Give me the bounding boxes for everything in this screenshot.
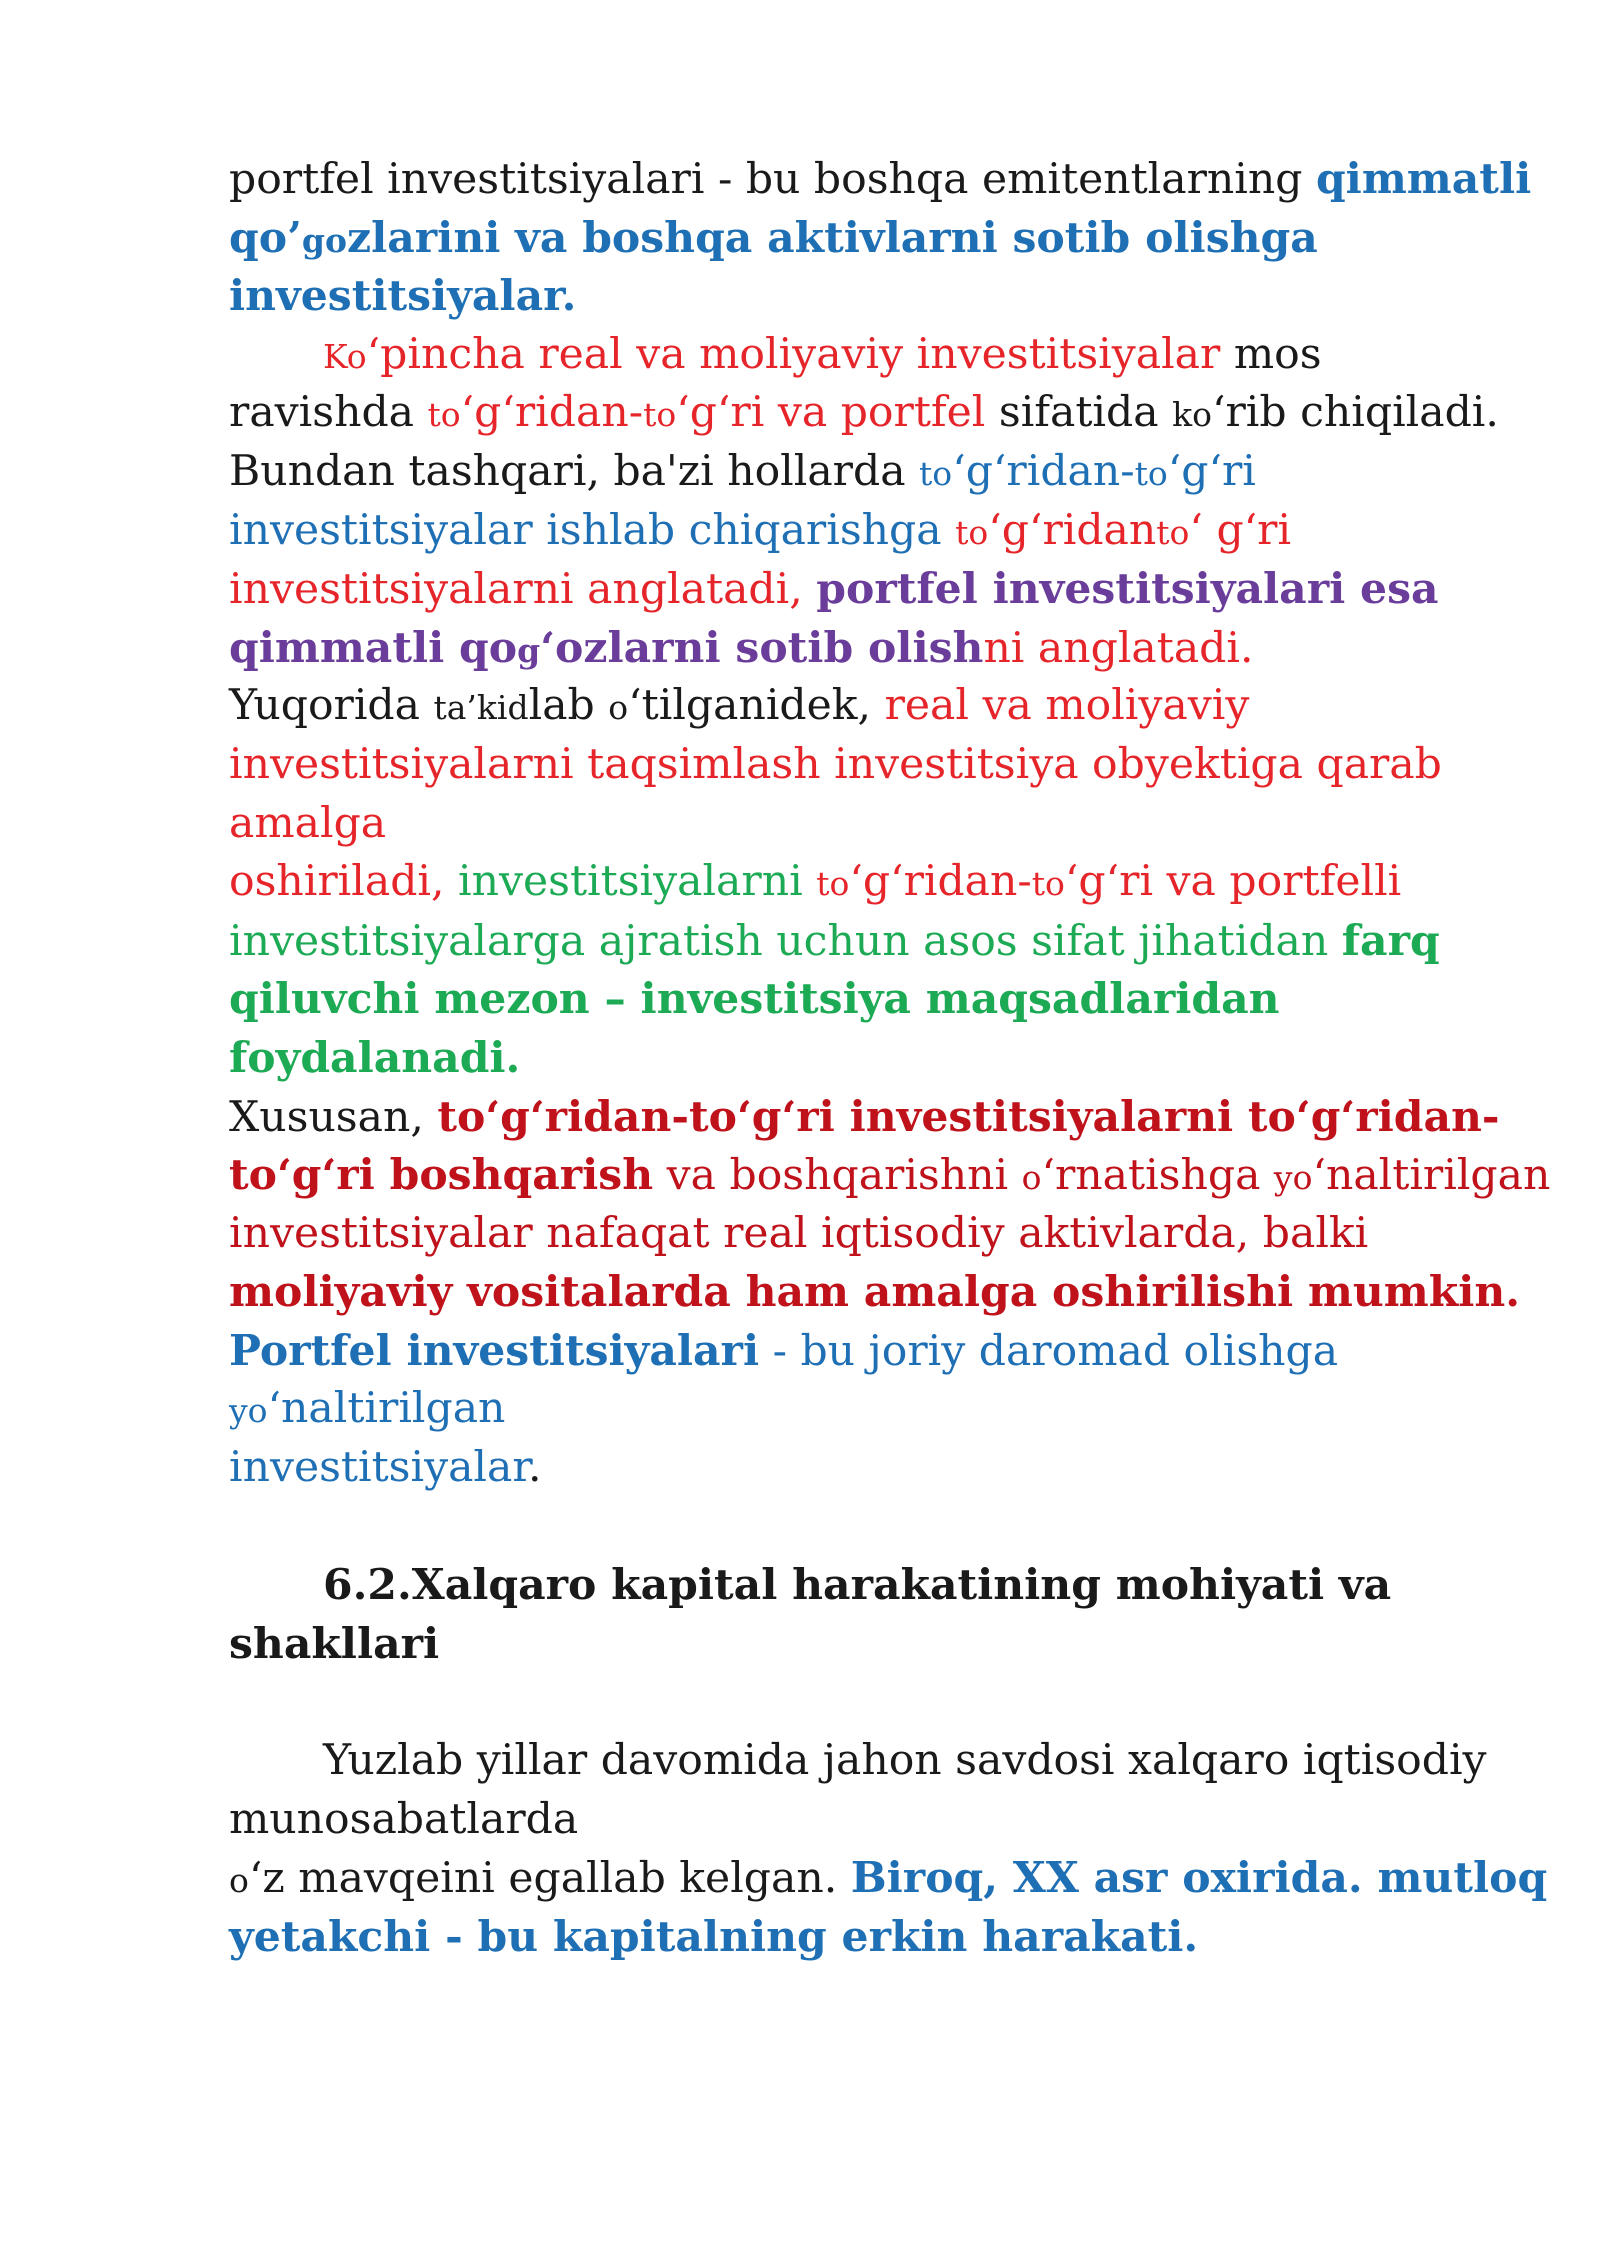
paragraph-direct-investment [229, 1088, 1551, 1322]
text-line: qo’gozlarini va boshqa aktivlarni sotib olishga [229, 212, 1318, 263]
text-line: o‘z mavqeini egallab kelgan. Biroq, XX asr oxirida. mutloq [229, 1853, 1548, 1904]
paragraph-real-and-financial [229, 326, 1529, 678]
document-page [229, 150, 1551, 1966]
text-line: investitsiyalarni anglatadi, portfel investitsiyalari esa [229, 564, 1439, 615]
text-line: Yuqorida ta’kidlab o‘tilganidek, real va moliyaviy [229, 681, 1250, 731]
text-line: qiluvchi mezon – investitsiya maqsadlaridan [229, 974, 1280, 1025]
text-line: Yuzlab yillar davomida jahon savdosi xalqaro iqtisodiy [323, 1736, 1487, 1786]
text-line: Portfel investitsiyalari - bu joriy daromad olishga [229, 1325, 1339, 1376]
paragraph-portfolio-income [229, 1322, 1529, 1498]
text-line: moliyaviy vositalarda ham amalga oshirilishi mumkin. [229, 1267, 1521, 1318]
text-line: investitsiyalar. [229, 271, 577, 322]
text-line: to‘g‘ri boshqarish va boshqarishni o‘rnatishga yo‘naltirilgan [229, 1150, 1551, 1201]
blank-line [229, 1673, 1529, 1732]
text-line: Ko‘pincha real va moliyaviy investitsiyalar mos [323, 329, 1322, 379]
text-line: qimmatli qog‘ozlarni sotib olishni anglatadi. [229, 622, 1254, 673]
text-line: investitsiyalarga ajratish uchun asos sifat jihatidan farq [229, 915, 1440, 966]
text-line: yo‘naltirilgan [229, 1384, 506, 1434]
text-line: foydalanadi. [229, 1032, 521, 1083]
text-line: munosabatlarda [229, 1794, 579, 1844]
text-line: amalga [229, 798, 387, 848]
text-line: portfel investitsiyalari - bu boshqa emitentlarning qimmatli [229, 154, 1532, 204]
section-heading [229, 1556, 1529, 1673]
text-line: investitsiyalar. [229, 1443, 542, 1493]
text-line: Bundan tashqari, ba'zi hollarda to‘g‘ridan-to‘g‘ri [229, 446, 1256, 496]
text-line: ravishda to‘g‘ridan-to‘g‘ri va portfel sifatida ko‘rib chiqiladi. [229, 388, 1499, 438]
text-line: investitsiyalar nafaqat real iqtisodiy aktivlarda, balki [229, 1208, 1369, 1258]
text-line: yetakchi - bu kapitalning erkin harakati. [229, 1911, 1199, 1962]
blank-line [229, 1498, 1529, 1557]
paragraph-capital-movement [229, 1732, 1548, 1966]
heading-line: shakllari [229, 1618, 440, 1669]
paragraph-portfolio-definition [229, 150, 1532, 326]
text-line: oshiriladi, investitsiyalarni to‘g‘ridan-to‘g‘ri va portfelli [229, 857, 1402, 907]
text-line: investitsiyalarni taqsimlash investitsiya obyektiga qarab [229, 739, 1442, 789]
text-line: investitsiyalar ishlab chiqarishga to‘g‘ridanto‘ g‘ri [229, 505, 1292, 555]
paragraph-classification [229, 677, 1529, 1087]
text-line: Xususan, to‘g‘ridan-to‘g‘ri investitsiyalarni to‘g‘ridan- [229, 1091, 1500, 1142]
heading-line: 6.2.Xalqaro kapital harakatining mohiyati va [323, 1560, 1392, 1611]
